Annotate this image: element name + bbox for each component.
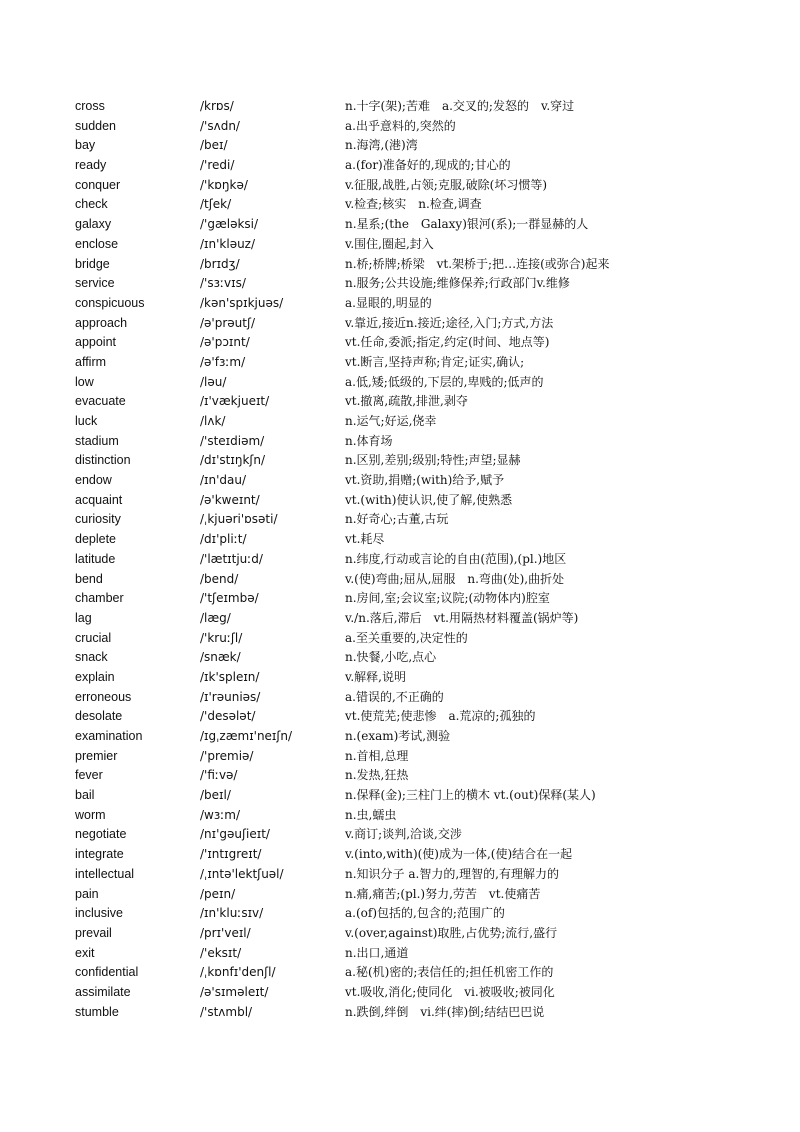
vocab-definition: n.运气;好运,侥幸 — [345, 414, 437, 428]
vocab-word: lag — [75, 610, 92, 625]
vocab-row — [0, 491, 800, 511]
vocab-phonetic: /'tʃeɪmbə/ — [200, 591, 259, 606]
vocab-word: confidential — [75, 965, 139, 980]
vocab-row — [0, 609, 800, 629]
vocab-word: check — [75, 197, 108, 212]
vocab-definition: vt.任命,委派;指定,约定(时间、地点等) — [345, 335, 550, 350]
vocab-row — [0, 727, 800, 747]
vocab-word: enclose — [75, 236, 119, 251]
vocab-phonetic: /ɪ'vækjueɪt/ — [200, 394, 270, 409]
vocab-phonetic: /dɪ'stɪŋkʃn/ — [200, 453, 266, 468]
vocab-word: explain — [75, 669, 115, 684]
vocab-definition: n.发热,狂热 — [345, 768, 409, 783]
vocab-word: cross — [75, 99, 105, 113]
vocab-word: bail — [75, 788, 95, 803]
vocab-phonetic: /'kruːʃl/ — [200, 630, 243, 645]
vocab-definition: a.出乎意料的,突然的 — [345, 118, 456, 133]
vocab-definition: v.征服,战胜,占领;克服,破除(坏习惯等) — [345, 177, 548, 192]
vocab-phonetic: /beɪl/ — [200, 788, 231, 803]
vocab-definition: v.围住,圈起,封入 — [345, 236, 434, 251]
vocab-phonetic: /'redi/ — [200, 158, 235, 173]
vocab-row — [0, 432, 800, 452]
vocab-phonetic: /lʌk/ — [200, 414, 226, 428]
vocab-word: crucial — [75, 630, 112, 645]
vocab-word: evacuate — [75, 394, 126, 409]
vocab-word: affirm — [75, 354, 107, 369]
vocab-row — [0, 885, 800, 905]
vocab-word: stadium — [75, 433, 119, 448]
vocab-phonetic: /'gæləksi/ — [200, 217, 259, 232]
vocab-word: examination — [75, 729, 143, 743]
vocab-definition: n.出口,通道 — [345, 945, 409, 960]
vocab-word: assimilate — [75, 984, 131, 999]
vocab-phonetic: /ɪk'spleɪn/ — [200, 669, 260, 684]
vocab-definition: n.服务;公共设施;维修保养;行政部门v.维修 — [345, 276, 570, 291]
vocab-row — [0, 648, 800, 668]
vocab-row — [0, 314, 800, 334]
vocab-definition: a.低,矮;低级的,下层的,卑贱的;低声的 — [345, 374, 544, 389]
vocab-definition: n.星系;(the Galaxy)银河(系);一群显赫的人 — [345, 217, 589, 232]
vocab-definition: vt.耗尽 — [345, 532, 385, 547]
vocab-word: low — [75, 374, 94, 389]
vocab-phonetic: /ˌɪntə'lektʃuəl/ — [200, 866, 284, 881]
vocab-phonetic: /'ɪntɪgreɪt/ — [200, 847, 262, 862]
vocab-definition: vt.使荒芜;使悲惨 a.荒凉的;孤独的 — [345, 709, 536, 724]
vocab-row — [0, 294, 800, 314]
vocab-row — [0, 570, 800, 590]
vocab-row — [0, 530, 800, 550]
vocab-phonetic: /læg/ — [200, 610, 231, 625]
vocab-word: snack — [75, 650, 108, 665]
vocab-word: appoint — [75, 335, 117, 350]
vocab-word: approach — [75, 315, 128, 330]
vocab-definition: v.(使)弯曲;屈从,屈服 n.弯曲(处),曲折处 — [345, 571, 565, 586]
vocab-phonetic: /'premiə/ — [200, 748, 254, 763]
vocab-phonetic: /krɒs/ — [200, 99, 234, 113]
vocab-row — [0, 766, 800, 786]
vocab-definition: v.靠近,接近n.接近;途径,入门;方式,方法 — [345, 315, 554, 330]
vocab-row — [0, 904, 800, 924]
vocab-phonetic: /brɪdʒ/ — [200, 256, 240, 271]
vocab-row — [0, 668, 800, 688]
vocab-word: premier — [75, 748, 118, 763]
vocab-phonetic: /dɪ'pliːt/ — [200, 532, 247, 547]
vocab-phonetic: /'lætɪtjuːd/ — [200, 551, 263, 566]
vocab-definition: n.(exam)考试,测验 — [345, 729, 451, 743]
vocab-word: exit — [75, 945, 95, 960]
vocab-word: chamber — [75, 591, 124, 606]
vocab-row — [0, 806, 800, 826]
vocab-row — [0, 156, 800, 176]
vocab-word: stumble — [75, 1004, 119, 1019]
vocab-word: prevail — [75, 925, 112, 940]
vocab-phonetic: /ə'prəutʃ/ — [200, 315, 256, 330]
vocab-definition: n.体育场 — [345, 433, 393, 448]
vocab-word: bend — [75, 571, 103, 586]
vocab-definition: a.至关重要的,决定性的 — [345, 630, 468, 645]
vocab-definition: n.十字(架);苦难 a.交叉的;发怒的 v.穿过 — [345, 99, 575, 113]
vocab-definition: vt.资助,捐赠;(with)给予,赋予 — [345, 473, 505, 488]
vocab-phonetic: /ə'pɔɪnt/ — [200, 335, 250, 350]
vocab-word: deplete — [75, 532, 117, 547]
vocab-definition: n.房间,室;会议室;议院;(动物体内)腔室 — [345, 591, 550, 606]
vocab-row — [0, 845, 800, 865]
vocab-row — [0, 176, 800, 196]
vocab-definition: vt.吸收,消化;使同化 vi.被吸收;被同化 — [345, 984, 555, 999]
vocabulary-list — [0, 97, 800, 1022]
vocab-definition: a.(for)准备好的,现成的;甘心的 — [345, 158, 511, 173]
vocab-word: sudden — [75, 118, 117, 133]
vocab-definition: v./n.落后,滞后 vt.用隔热材料覆盖(锅炉等) — [345, 610, 579, 625]
vocab-word: integrate — [75, 847, 124, 862]
vocab-phonetic: /peɪn/ — [200, 886, 236, 901]
vocab-row — [0, 629, 800, 649]
vocab-definition: n.虫,蠕虫 — [345, 807, 397, 822]
vocab-definition: n.区别,差别;级别;特性;声望;显赫 — [345, 453, 521, 468]
vocab-row — [0, 195, 800, 215]
vocab-word: conspicuous — [75, 295, 145, 310]
vocab-phonetic: /'sɜːvɪs/ — [200, 276, 246, 291]
vocab-row — [0, 373, 800, 393]
vocab-phonetic: /'desələt/ — [200, 709, 256, 724]
vocab-word: pain — [75, 886, 99, 901]
vocab-definition: vt.(with)使认识,使了解,使熟悉 — [345, 492, 513, 507]
vocab-word: luck — [75, 414, 98, 428]
vocab-row — [0, 688, 800, 708]
vocab-phonetic: /ˌkjuəri'ɒsəti/ — [200, 512, 278, 527]
vocab-row — [0, 510, 800, 530]
vocab-row — [0, 97, 800, 117]
vocab-phonetic: /'sʌdn/ — [200, 118, 240, 133]
vocab-row — [0, 944, 800, 964]
vocab-word: intellectual — [75, 866, 135, 881]
vocab-row — [0, 550, 800, 570]
vocab-definition: n.海湾,(港)湾 — [345, 138, 418, 153]
vocab-word: fever — [75, 768, 103, 783]
vocab-row — [0, 747, 800, 767]
vocab-definition: vt.撤离,疏散,排泄,剥夺 — [345, 394, 468, 409]
vocab-definition: n.快餐,小吃,点心 — [345, 650, 437, 665]
vocab-word: galaxy — [75, 217, 112, 232]
vocab-row — [0, 963, 800, 983]
vocab-phonetic: /'steɪdiəm/ — [200, 433, 265, 448]
vocab-row — [0, 983, 800, 1003]
vocab-word: worm — [75, 807, 106, 822]
vocab-row — [0, 707, 800, 727]
vocab-definition: v.商订;谈判,洽谈,交涉 — [345, 827, 462, 842]
vocab-phonetic: /ɪn'kluːsɪv/ — [200, 906, 264, 921]
vocab-word: negotiate — [75, 827, 127, 842]
vocab-row — [0, 333, 800, 353]
vocab-phonetic: /ɪ'rəuniəs/ — [200, 689, 261, 704]
vocab-phonetic: /ɪn'kləuz/ — [200, 236, 256, 251]
vocab-definition: a.秘(机)密的;表信任的;担任机密工作的 — [345, 965, 554, 980]
vocab-definition: n.纬度,行动或言论的自由(范围),(pl.)地区 — [345, 551, 567, 566]
vocab-definition: a.错误的,不正确的 — [345, 689, 444, 704]
vocab-row — [0, 924, 800, 944]
vocab-definition: n.保释(金);三柱门上的横木 vt.(out)保释(某人) — [345, 788, 596, 803]
vocab-definition: v.检查;核实 n.检查,调查 — [345, 197, 482, 212]
vocab-row — [0, 353, 800, 373]
vocab-phonetic: /wɜːm/ — [200, 807, 241, 822]
vocab-phonetic: /kən'spɪkjuəs/ — [200, 295, 284, 310]
vocab-row — [0, 471, 800, 491]
vocab-row — [0, 392, 800, 412]
vocab-phonetic: /nɪ'gəuʃieɪt/ — [200, 827, 270, 842]
vocab-definition: v.(into,with)(使)成为一体,(使)结合在一起 — [345, 847, 573, 862]
vocab-phonetic: /tʃek/ — [200, 197, 232, 212]
vocab-definition: n.知识分子 a.智力的,理智的,有理解力的 — [345, 866, 559, 881]
vocab-word: curiosity — [75, 512, 121, 527]
vocab-word: distinction — [75, 453, 131, 468]
vocab-phonetic: /ləu/ — [200, 374, 227, 389]
vocab-word: erroneous — [75, 689, 132, 704]
vocab-definition: v.解释,说明 — [345, 669, 406, 684]
vocab-phonetic: /ə'fɜːm/ — [200, 354, 246, 369]
vocab-phonetic: /prɪ'veɪl/ — [200, 925, 251, 940]
vocab-definition: vt.断言,坚持声称;肯定;证实,确认; — [345, 354, 525, 369]
vocab-phonetic: /'stʌmbl/ — [200, 1004, 253, 1019]
vocab-row — [0, 865, 800, 885]
vocab-word: service — [75, 276, 115, 291]
vocab-word: conquer — [75, 177, 121, 192]
vocab-word: desolate — [75, 709, 123, 724]
vocab-definition: v.(over,against)取胜,占优势;流行,盛行 — [345, 925, 558, 940]
vocab-definition: a.显眼的,明显的 — [345, 295, 432, 310]
vocab-definition: n.桥;桥牌;桥梁 vt.架桥于;把…连接(或弥合)起来 — [345, 256, 610, 271]
vocab-row — [0, 825, 800, 845]
vocab-phonetic: /ə'sɪməleɪt/ — [200, 984, 269, 999]
vocab-row — [0, 215, 800, 235]
vocab-row — [0, 786, 800, 806]
vocab-row — [0, 136, 800, 156]
vocab-word: endow — [75, 473, 112, 488]
vocab-row — [0, 1003, 800, 1023]
vocab-phonetic: /'kɒŋkə/ — [200, 177, 248, 192]
vocab-row — [0, 235, 800, 255]
vocab-word: inclusive — [75, 906, 123, 921]
vocab-definition: n.好奇心;古董,古玩 — [345, 512, 449, 527]
vocab-phonetic: /ˌkɒnfɪ'denʃl/ — [200, 965, 276, 980]
vocab-word: latitude — [75, 551, 116, 566]
vocab-word: acquaint — [75, 492, 123, 507]
vocab-row — [0, 451, 800, 471]
vocab-phonetic: /'eksɪt/ — [200, 945, 242, 960]
vocab-phonetic: /beɪ/ — [200, 138, 228, 153]
vocab-definition: n.痛,痛苦;(pl.)努力,劳苦 vt.使痛苦 — [345, 886, 541, 901]
vocab-definition: a.(of)包括的,包含的;范围广的 — [345, 906, 505, 921]
vocab-row — [0, 589, 800, 609]
vocab-row — [0, 117, 800, 137]
vocab-phonetic: /bend/ — [200, 571, 239, 586]
vocab-word: ready — [75, 158, 107, 173]
vocab-row — [0, 412, 800, 432]
vocab-word: bay — [75, 138, 96, 153]
vocab-phonetic: /ɪn'dau/ — [200, 473, 247, 488]
vocab-phonetic: /ə'kweɪnt/ — [200, 492, 260, 507]
vocab-row — [0, 274, 800, 294]
vocab-row — [0, 255, 800, 275]
vocab-definition: n.跌倒,绊倒 vi.绊(摔)倒;结结巴巴说 — [345, 1004, 545, 1019]
vocab-definition: n.首相,总理 — [345, 748, 409, 763]
vocab-phonetic: /ɪgˌzæmɪ'neɪʃn/ — [200, 729, 293, 743]
vocab-word: bridge — [75, 256, 110, 271]
vocab-phonetic: /snæk/ — [200, 650, 241, 665]
vocab-phonetic: /'fiːvə/ — [200, 768, 238, 783]
